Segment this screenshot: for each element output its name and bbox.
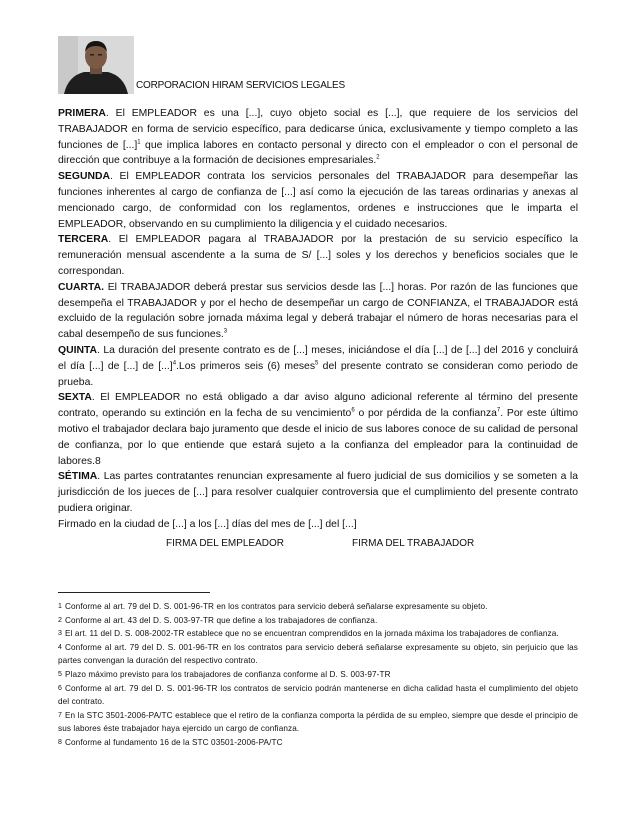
footnote-item	[58, 668, 578, 682]
footnote-text: El art. 11 del D. S. 008-2002-TR establece que no se encuentran comprendidos en la jornada máxima los trabajadores de confianza.	[65, 629, 559, 639]
footnote-number: 2	[58, 616, 62, 624]
clause-text: El EMPLEADOR pagara al TRABAJADOR por la prestación de su servicio específico la remuneración mensual ascendente a la suma de S/ [...] soles y los derechos y beneficios sociales que le correspondan.	[58, 234, 578, 277]
clause-label: SÉTIMA	[58, 471, 98, 483]
worker-signature-label: FIRMA DEL TRABAJADOR	[352, 538, 475, 549]
footnote-item	[58, 736, 578, 750]
footnote-text: Conforme al art. 79 del D. S. 001-96-TR en los contratos para servicio deberá señalarse expresamente su objeto.	[65, 602, 488, 611]
clause-label: SEXTA	[58, 392, 92, 404]
footnote-ref[interactable]: 2	[376, 154, 380, 161]
clause-text: El EMPLEADOR es una [...], cuyo objeto social es [...], que requiere de los servicios del TRABAJADOR en forma de servicio específico, para dedicarse única, exclusivamente y tiempo completo a las funciones de [...]	[58, 108, 578, 151]
contract-body	[58, 106, 578, 533]
footnote-text: Conforme al art. 79 del D. S. 001-96-TR en los contratos para servicio deberá señalarse expresamente su objeto, sin perjuicio que las partes convengan la duración del respectivo contrato.	[58, 642, 578, 666]
footnote-ref[interactable]: 3	[223, 328, 228, 335]
clause-text: .	[108, 234, 112, 246]
clause-text: que implica labores en contacto personal y directo con el empleador o con el personal de dirección que contribuye a la formación de decisiones empresariales.	[58, 139, 578, 167]
footnote-item	[58, 614, 578, 628]
footnote-item	[58, 641, 578, 668]
footnotes	[58, 600, 578, 750]
clause-label: SEGUNDA	[58, 171, 110, 183]
clause-text: .	[91, 392, 95, 404]
clause-text: .Los primeros seis (6) meses	[176, 360, 316, 372]
footnote-text: En la STC 3501-2006-PA/TC establece que el retiro de la confianza comporta la pérdida de su empleo, siempre que desde el principio de sus labores éste trabajador haya ejercido un cargo de confianza.	[58, 710, 578, 734]
clause-label: TERCERA	[58, 234, 109, 246]
footnote-item	[58, 682, 578, 709]
clause-text: .	[105, 108, 109, 119]
company-name: CORPORACION HIRAM SERVICIOS LEGALES	[136, 80, 345, 91]
footnote-ref[interactable]: 5	[315, 360, 319, 367]
clause-text: .	[109, 171, 113, 183]
clause-paragraph	[58, 232, 578, 279]
clause-label: PRIMERA	[58, 108, 106, 119]
footnote-number: 7	[58, 711, 62, 719]
footnote-number: 5	[58, 670, 62, 678]
footnote-ref[interactable]: 7	[496, 407, 501, 414]
clause-paragraph	[58, 469, 578, 516]
clause-paragraph	[58, 280, 578, 343]
footnote-ref[interactable]: 4	[172, 360, 177, 367]
clause-paragraph	[58, 343, 578, 390]
profile-photo	[58, 36, 134, 94]
clause-paragraph	[58, 390, 578, 469]
clause-text: El EMPLEADOR contrata los servicios personales del TRABAJADOR para desempeñar las funciones inherentes al cargo de confianza de [...] así como la ejecución de las tareas ordinarias y anexas al mencionado cargo, de conformidad con los reglamentos, ordenes e instrucciones que le imparta el EMPLEADOR, observando en su cumplimiento la diligencia y el cuidado necesarios.	[58, 171, 578, 230]
footnote-divider	[58, 592, 210, 593]
footnote-ref[interactable]: 1	[137, 139, 141, 146]
clause-text: . Por este último motivo el trabajador declara bajo juramento que desde el inicio de sus labores conoce de su calidad de personal de confianza, por lo que entiende que estará sujeto a la confianza del empleador para la continuidad de labores.8	[58, 408, 579, 467]
clause-text: del presente contrato se consideran como periodo de prueba.	[58, 360, 578, 388]
footnote-item	[58, 627, 578, 641]
clause-text: .	[97, 471, 101, 483]
clause-text: o por pérdida de la confianza	[354, 408, 497, 420]
footnote-number: 6	[58, 684, 62, 692]
footnote-text: Conforme al fundamento 16 de la STC 03501-2006-PA/TC	[65, 737, 283, 747]
footnote-number: 8	[58, 738, 62, 746]
clause-text: La duración del presente contrato es de [...] meses, iniciándose el día [...] de [...] del 2016 y concluirá el día [...] de [...] de [...]	[58, 344, 578, 372]
footnote-item	[58, 600, 578, 614]
clause-text: El EMPLEADOR no está obligado a dar aviso alguno adicional referente al término del presente contrato, operando su extinción en la fecha de su vencimiento	[58, 392, 578, 420]
footnote-number: 1	[58, 603, 62, 610]
footnote-text: Plazo máximo previsto para los trabajadores de confianza conforme al D. S. 003-97-TR	[65, 669, 391, 679]
footnote-item	[58, 709, 578, 736]
footnote-ref[interactable]: 6	[351, 407, 355, 414]
clause-label: CUARTA.	[58, 281, 104, 293]
footnote-number: 3	[58, 630, 62, 638]
footnote-text: Conforme al art. 79 del D. S. 001-96-TR los contratos de servicio podrán mantenerse en dicha calidad hasta el cumplimiento del objeto del contrato.	[58, 683, 578, 707]
closing-line: Firmado en la ciudad de [...] a los [...] días del mes de [...] del [...]	[58, 518, 357, 530]
clause-text: .	[97, 344, 100, 356]
footnote-text: Conforme al art. 43 del D. S. 003-97-TR que define a los trabajadores de confianza.	[65, 615, 378, 625]
person-photo-icon	[58, 36, 134, 94]
clause-text: Las partes contratantes renuncian expresamente al fuero judicial de sus domicilios y se someten a la jurisdicción de los jueces de [...] para resolver cualquier controversia que el cumplimiento del presente contrato pudiera originar.	[58, 471, 578, 514]
footnote-number: 4	[58, 643, 62, 651]
clause-paragraph	[58, 169, 578, 232]
employer-signature-label: FIRMA DEL EMPLEADOR	[166, 538, 284, 549]
clause-label: QUINTA	[58, 344, 98, 356]
clause-paragraph	[58, 106, 578, 169]
clause-text: El TRABAJADOR deberá prestar sus servicios desde las [...] horas. Por razón de las funciones que desempeña el TRABAJADOR y por el hecho de desempeñar un cargo de CONFIANZA, el TRABAJADOR está excluido de la regulación sobre jornada máxima legal y deberá trabajar el número de horas necesarias para el cabal desempeño de sus funciones.	[58, 281, 578, 341]
